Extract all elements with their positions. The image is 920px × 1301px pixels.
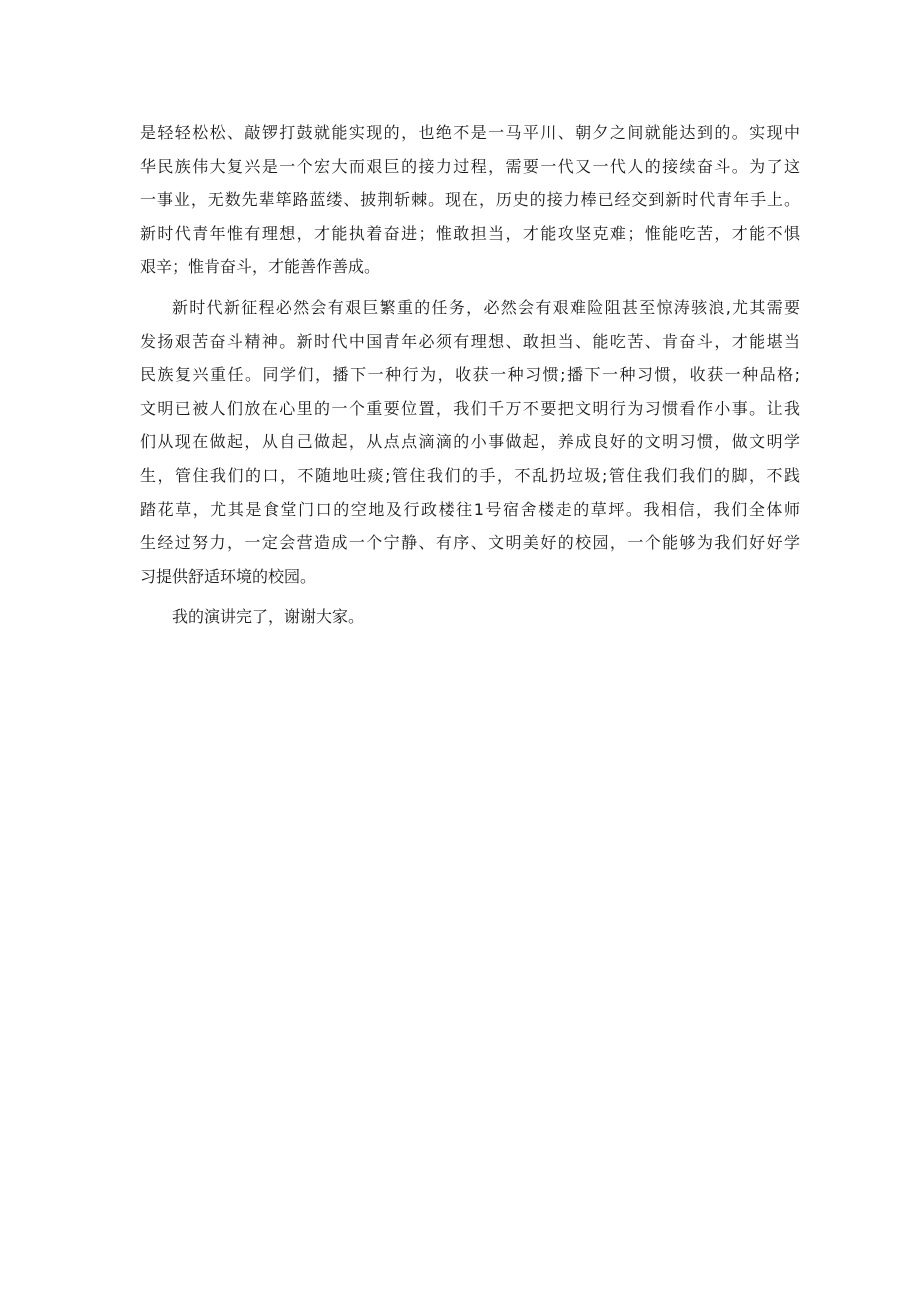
text-line: 生，管住我们的口，不随地吐痰;管住我们的手，不乱扔垃圾;管住我们我们的脚，不践 — [140, 465, 800, 485]
text-line: 文明已被人们放在心里的一个重要位置，我们千万不要把文明行为习惯看作小事。让我 — [140, 398, 800, 418]
text-line: 我的演讲完了，谢谢大家。 — [172, 607, 365, 627]
text-line: 新时代新征程必然会有艰巨繁重的任务，必然会有艰难险阻甚至惊涛骇浪,尤其需要 — [172, 297, 800, 317]
paragraph-3 — [140, 600, 800, 634]
text-line: 艰辛；惟肯奋斗，才能善作善成。 — [140, 257, 381, 277]
text-line: 新时代青年惟有理想，才能执着奋进；惟敢担当，才能攻坚克难；惟能吃苦，才能不惧 — [140, 223, 800, 243]
text-line: 一事业，无数先辈筚路蓝缕、披荆斩棘。现在，历史的接力棒已经交到新时代青年手上。 — [140, 190, 800, 210]
text-line: 踏花草，尤其是食堂门口的空地及行政楼往1号宿舍楼走的草坪。我相信，我们全体师 — [140, 499, 800, 519]
text-line: 发扬艰苦奋斗精神。新时代中国青年必须有理想、敢担当、能吃苦、肯奋斗，才能堪当 — [140, 331, 800, 351]
text-line: 是轻轻松松、敲锣打鼓就能实现的，也绝不是一马平川、朝夕之间就能达到的。实现中 — [140, 123, 800, 142]
paragraph-1 — [140, 116, 800, 284]
text-line: 民族复兴重任。同学们，播下一种行为，收获一种习惯;播下一种习惯，收获一种品格; — [140, 365, 800, 385]
paragraph-2 — [140, 291, 800, 593]
document-body — [140, 116, 800, 641]
text-line: 们从现在做起，从自己做起，从点点滴滴的小事做起，养成良好的文明习惯，做文明学 — [140, 432, 800, 452]
text-line: 生经过努力，一定会营造成一个宁静、有序、文明美好的校园，一个能够为我们好好学 — [140, 533, 800, 553]
text-line: 华民族伟大复兴是一个宏大而艰巨的接力过程，需要一代又一代人的接续奋斗。为了这 — [140, 156, 800, 176]
text-line: 习提供舒适环境的校园。 — [140, 566, 317, 586]
